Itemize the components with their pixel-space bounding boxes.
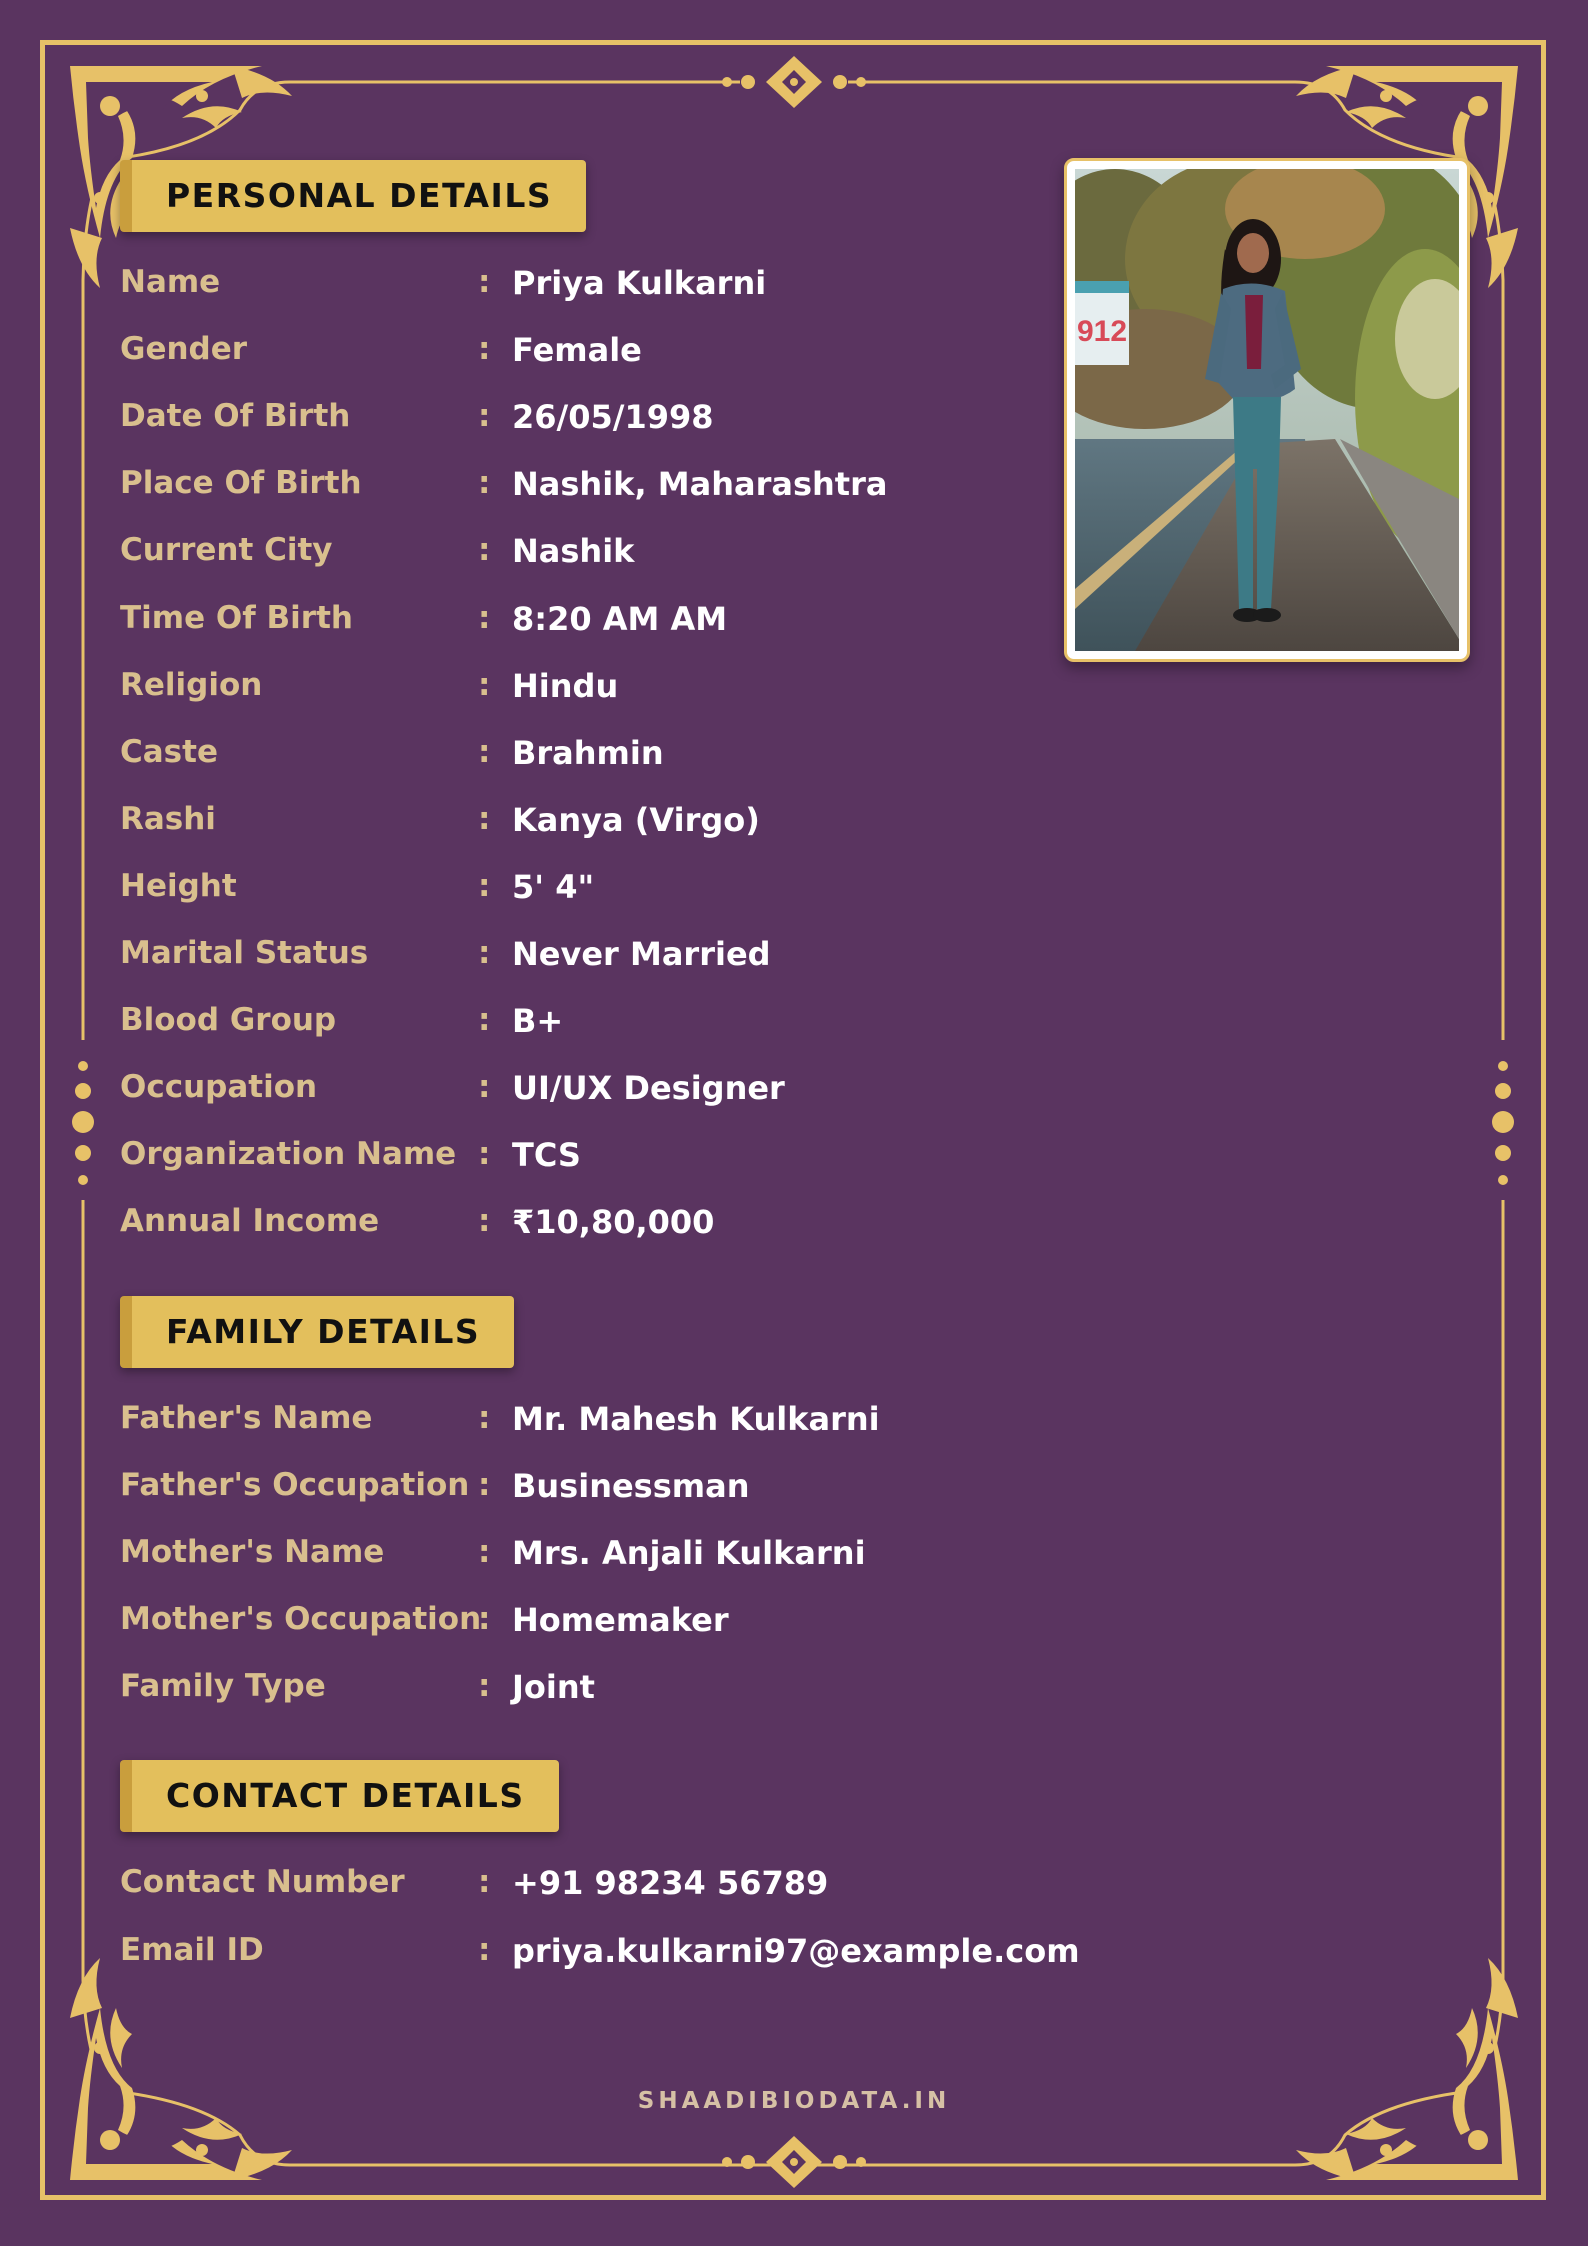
separator: :: [478, 1136, 491, 1173]
detail-value: Joint: [512, 1668, 595, 1706]
detail-value: Nashik, Maharashtra: [512, 465, 888, 504]
detail-label: Father's Name: [120, 1400, 373, 1436]
detail-value: priya.kulkarni97@example.com: [512, 1932, 1080, 1970]
detail-value: Mrs. Anjali Kulkarni: [512, 1534, 866, 1572]
footer-brand: SHAADIBIODATA.IN: [637, 2088, 951, 2114]
detail-value: Hindu: [512, 666, 619, 705]
detail-row: [120, 1069, 1120, 1119]
separator: :: [478, 398, 491, 435]
personal-details-header: PERSONAL DETAILS: [120, 160, 586, 232]
separator: :: [478, 1002, 491, 1039]
top-center-ornament: [722, 56, 866, 108]
detail-label: Name: [120, 264, 221, 300]
detail-label: Marital Status: [120, 935, 369, 971]
detail-value: UI/UX Designer: [512, 1069, 785, 1108]
separator: :: [478, 331, 491, 368]
separator: :: [478, 733, 491, 770]
separator: :: [478, 264, 491, 300]
detail-row: [120, 1002, 1120, 1052]
detail-value: TCS: [512, 1136, 581, 1175]
detail-value: B+: [512, 1002, 564, 1041]
detail-row: [120, 398, 1120, 448]
detail-label: Blood Group: [120, 1002, 337, 1039]
bottom-left-corner-ornament: [70, 1958, 292, 2180]
separator: :: [478, 599, 491, 636]
separator: :: [478, 465, 491, 502]
detail-label: Date Of Birth: [120, 398, 351, 435]
separator: :: [478, 1069, 491, 1106]
detail-value: 8:20 AM AM: [512, 599, 728, 638]
right-side-ornament: [1492, 1040, 1514, 1200]
detail-label: Current City: [120, 532, 333, 569]
detail-value: Female: [512, 331, 642, 370]
separator: :: [478, 1668, 491, 1704]
detail-label: Family Type: [120, 1668, 326, 1704]
detail-row: [120, 1136, 1120, 1186]
detail-label: Time Of Birth: [120, 599, 353, 636]
detail-value: +91 98234 56789: [512, 1864, 829, 1902]
detail-row: [120, 1203, 1120, 1253]
detail-row: [120, 600, 1120, 650]
detail-label: Caste: [120, 733, 218, 770]
separator: :: [478, 1601, 491, 1637]
detail-value: ₹10,80,000: [512, 1203, 715, 1242]
detail-label: Gender: [120, 331, 248, 368]
detail-value: Brahmin: [512, 733, 664, 772]
family-details-header: FAMILY DETAILS: [120, 1296, 514, 1368]
detail-row: [120, 1467, 1120, 1517]
portrait-image: [1075, 169, 1459, 651]
separator: :: [478, 1932, 491, 1968]
detail-row: [120, 801, 1120, 851]
detail-row: [120, 1864, 1120, 1914]
profile-photo: [1064, 158, 1470, 662]
detail-value: Mr. Mahesh Kulkarni: [512, 1400, 880, 1438]
separator: :: [478, 1534, 491, 1570]
sign-number: 912: [1077, 315, 1128, 348]
detail-row: [120, 264, 1120, 314]
detail-row: [120, 1534, 1120, 1584]
detail-row: [120, 1400, 1120, 1450]
detail-value: Never Married: [512, 935, 771, 973]
separator: :: [478, 532, 491, 569]
detail-label: Place Of Birth: [120, 465, 362, 502]
detail-label: Email ID: [120, 1932, 264, 1968]
detail-label: Occupation: [120, 1069, 318, 1106]
detail-value: Kanya (Virgo): [512, 800, 760, 839]
separator: :: [478, 1203, 491, 1240]
detail-value: 26/05/1998: [512, 398, 714, 437]
detail-row: [120, 734, 1120, 784]
detail-value: Businessman: [512, 1467, 750, 1505]
detail-row: [120, 1668, 1120, 1718]
detail-value: Homemaker: [512, 1601, 729, 1639]
detail-row: [120, 532, 1120, 582]
bottom-right-corner-ornament: [1296, 1958, 1518, 2180]
separator: :: [478, 1864, 491, 1900]
detail-label: Height: [120, 867, 237, 904]
detail-value: 5' 4": [512, 867, 595, 906]
detail-label: Father's Occupation: [120, 1467, 470, 1503]
detail-label: Contact Number: [120, 1864, 405, 1900]
detail-row: [120, 1932, 1120, 1982]
detail-row: [120, 868, 1120, 918]
detail-value: Priya Kulkarni: [512, 264, 767, 302]
separator: :: [478, 935, 491, 971]
detail-row: [120, 935, 1120, 985]
detail-value: Nashik: [512, 532, 635, 571]
contact-details-header: CONTACT DETAILS: [120, 1760, 559, 1832]
detail-row: [120, 465, 1120, 515]
detail-label: Annual Income: [120, 1203, 380, 1240]
separator: :: [478, 1467, 491, 1503]
separator: :: [478, 800, 491, 837]
detail-label: Religion: [120, 666, 263, 703]
left-side-ornament: [72, 1040, 94, 1200]
detail-label: Mother's Occupation: [120, 1601, 482, 1637]
detail-row: [120, 331, 1120, 381]
separator: :: [478, 867, 491, 904]
detail-row: [120, 667, 1120, 717]
detail-label: Organization Name: [120, 1136, 457, 1173]
detail-label: Rashi: [120, 800, 216, 837]
separator: :: [478, 1400, 491, 1436]
detail-label: Mother's Name: [120, 1534, 385, 1570]
bottom-center-ornament: [722, 2136, 866, 2188]
detail-row: [120, 1601, 1120, 1651]
separator: :: [478, 666, 491, 703]
